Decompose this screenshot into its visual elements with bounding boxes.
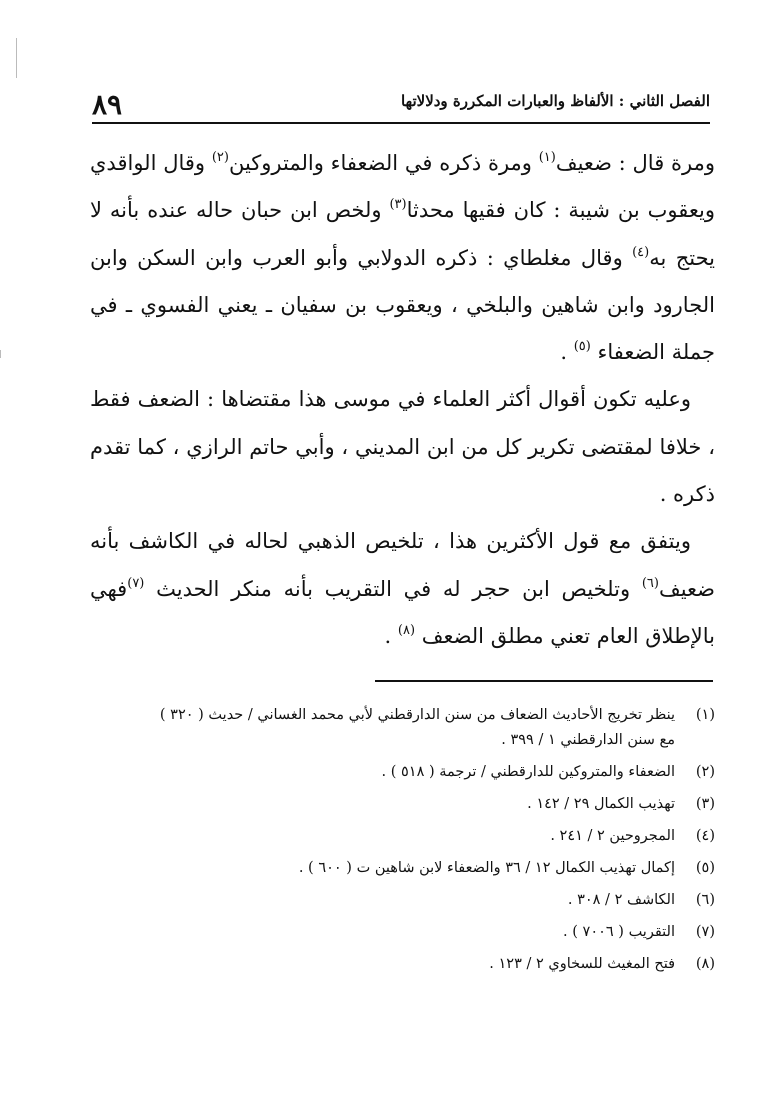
footnote-text: فتح المغيث للسخاوي ٢ / ١٢٣ . <box>489 956 675 972</box>
footnote <box>90 952 715 977</box>
text-run: ويتفق مع قول الأكثرين هذا ، تلخيص الذهبي لحاله في الكاشف بأنه ضعيف <box>90 529 715 601</box>
footnote-number: (٦) <box>695 892 715 908</box>
footnote-text: المجروحين ٢ / ٢٤١ . <box>550 828 675 844</box>
footnote-marker: (٧) <box>127 575 145 591</box>
footnote-marker: (٤) <box>632 244 650 260</box>
page-number: ٨٩ <box>92 88 123 121</box>
running-title: الفصل الثاني : الألفاظ والعبارات المكررة ودلالاتها <box>400 92 710 110</box>
text-run: . <box>560 340 574 365</box>
footnote-marker: (٥) <box>573 339 591 355</box>
text-run: ومرة قال : ضعيف <box>555 151 715 175</box>
paragraph <box>90 518 715 660</box>
main-text <box>90 140 715 660</box>
footnote-text: الضعفاء والمتروكين للدارقطني / ترجمة ( ٥١٨ ) . <box>381 764 675 780</box>
footnote-number: (٥) <box>695 860 715 876</box>
footnote-number: (٨) <box>695 956 715 972</box>
footnote <box>90 824 715 849</box>
footnote-number: (٣) <box>695 796 715 812</box>
footnote-marker: (٢) <box>211 150 229 165</box>
footnote-text: إكمال تهذيب الكمال ١٢ / ٣٦ والضعفاء لابن شاهين ت ( ٦٠٠ ) . <box>298 860 675 876</box>
paragraph <box>90 376 715 518</box>
text-run: ومرة ذكره في الضعفاء والمتروكين <box>228 151 539 175</box>
scan-artifact <box>16 38 17 78</box>
text-run: وقال الواقدي ويعقوب بن شيبة : كان فقيها محدثا <box>90 151 716 223</box>
page-header <box>92 86 710 124</box>
footnote-text: الكاشف ٢ / ٣٠٨ . <box>567 892 675 908</box>
footnote-divider <box>375 680 713 682</box>
footnote-number: (٤) <box>695 828 715 844</box>
footnote-number: (١) <box>695 707 715 723</box>
text-run: . <box>384 623 398 648</box>
paragraph <box>90 140 715 376</box>
text-run: وقال مغلطاي : ذكره الدولابي وأبو العرب وابن السكن وابن الجارود وابن شاهين والبلخي ، ويعقوب بن سفيان ـ يعني الفسوي ـ في جملة الضعفاء <box>90 245 715 365</box>
footnote-marker: (٨) <box>397 622 416 638</box>
footnote-text: التقريب ( ٧٠٠٦ ) . <box>563 924 675 940</box>
footnote-text-continued: مع سنن الدارقطني ١ / ٣٩٩ . <box>501 732 675 748</box>
footnote-number: (٢) <box>695 764 715 780</box>
footnote <box>90 792 715 817</box>
footnote <box>90 760 715 785</box>
footnote-marker: (٦) <box>641 575 659 591</box>
text-run: وتلخيص ابن حجر له في التقريب بأنه منكر الحديث <box>144 576 642 601</box>
footnote-marker: (٣) <box>389 197 407 213</box>
scan-artifact <box>0 350 1 358</box>
footnote <box>90 856 715 881</box>
footnote <box>90 920 715 945</box>
footnote-marker: (١) <box>538 150 556 165</box>
footnote <box>90 888 715 913</box>
text-run: فهي بالإطلاق العام تعني مطلق الضعف <box>90 576 715 648</box>
footnote <box>90 703 715 753</box>
text-run: ولخص ابن حبان حاله عنده بأنه لا يحتج به <box>90 198 715 270</box>
footnotes <box>90 703 715 984</box>
footnote-text: ينظر تخريج الأحاديث الضعاف من سنن الدارقطني لأبي محمد الغساني / حديث ( ٣٢٠ ) <box>159 707 675 723</box>
text-run: وعليه تكون أقوال أكثر العلماء في موسى هذا مقتضاها : الضعف فقط ، خلافا لمقتضى تكرير كل من ابن المديني ، وأبي حاتم الرازي ، كما تقدم ذكره . <box>90 387 715 507</box>
footnote-number: (٧) <box>695 924 715 940</box>
footnote-text: تهذيب الكمال ٢٩ / ١٤٢ . <box>527 796 675 812</box>
